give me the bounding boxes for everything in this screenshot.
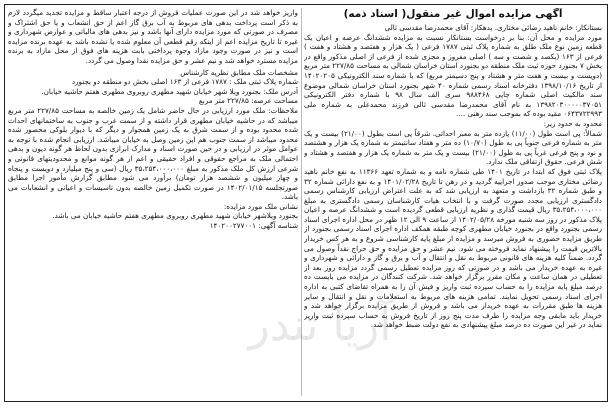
appraisal-heading: مشخصات ملک مطابق نظریه کارشناس <box>180 67 298 77</box>
property-address-line: آدرس ملک: بجنورد ویلا شهر خیابان شهید مطهری روبروی مطهری هفتم حاشیه خیابان. <box>41 86 298 96</box>
auction-address-heading: نشانی ملک مورد مزایده: <box>223 201 298 211</box>
plate-number-line: شماره پلاک ثبتی ملک : ۱۷۸۷ فرعی از ۱۶۳ اصلی بخش دو منطقه دو بجنورد <box>71 77 298 87</box>
boundaries-paragraph: شمالاً: پی است طول (۱۱/۰۰) یازده متر به معبر احداثی. شرقاً پی است بطول (۲۱/۰۰) بیست و یک متر به شماره فرعی جنوباً پی به طول (۱۰/۷۰) ده متر و هفتاد سانتیمتر به شماره یک هزار و هشتصد و نود و پنج فرعی غرباً پی به طول (۲۱/۰۰) بیست و یک متر به شماره یک هزار و هفتصد و هشتاد و شش فرعی. حقوق ارتفاقی ملک ندارد. <box>304 128 602 167</box>
payment-terms-paragraph: واریز خواهد شد در این صورت عملیات فروش از درجه اعتبار ساقط و مزایده تجدید میگردد لازم به ذکر است پرداخت بدهی های مربوط به آب برق گاز اعم از حق انشعاب و یا حق اشتراک و مصرف در صورتی که مورد مزایده دارای آنها باشد و نیز بدهی های مالیاتی و عوارض شهرداری و غیره تا تاریخ مزایده اعم از اینکه رقم قطعی آن معلوم شده یا نشده باشد به عهده برنده مزایده است و نیز در صورت وجود مازاد وجوه پرداختی بابت هزینه های فوق از محل مازاد به برنده مزایده مسترد خواهد شد و نیم عشر و حق مزایده نقدا وصول می گردد. <box>8 8 298 65</box>
notice-title: آگهی مزایده اموال غیر منقول( اسناد ذمه) <box>343 8 563 20</box>
boundaries-heading: محدود به حدود زیر: <box>543 118 602 128</box>
area-line: مساحت عرصه: ۲۲۷/۸۵ متر مربع <box>198 96 298 106</box>
notice-id-line: شناسه آگهی: ۱۴۰۲۰۰۲۷۷۰۰۱ <box>209 221 298 231</box>
auction-terms-paragraph: پلاک ثبتی فوق که ابتدا در تاریخ ۱۴۰۱ طی شماره نامه و به شماره تعهد ۱۱۳۶۶ به نفع خانم ناهید رضائی مختاری موجب صدور اجراییه گردید و در رهن تا تاریخ ۱۴۰۱/۰۲/۲۸ و به نفع دارائی شماره ۳۲ و طبق شماره ۳۲ بازداشت و متعهد به ارزیابی شد که به علت اعتراض ارزیابی کارشناس رسمی دادگستری ارزیابی مجدد صورت گرفت و با انتخاب هیات کارشناسان رسمی دادگستری به مبلغ ۳۵،۲۵۴،۰۰۰،۰۰۰ ریال قیمت گذاری و نظریه ارزیابی قطعی گردیده است و ششدانگ عرصه و اعیان پلاک مذکور در روز سه شنبه مورخه ۱۴۰۲/۰۵/۲۸ از ساعت ۹ الی ۱۲ ظهر در محل اداره اجرای اسناد رسمی بجنورد واقع در بجنورد خیابان مطهری کوچه طبقه همکف اداره اجرای اسناد رسمی بجنورد از طریق مزایده حضوری به فروش میرسد و مزایده از مبلغ پایه کارشناسی شروع و به هر کس خریدار بالاترین قیمت را پیشنهاد نماید فروخته می شود. نیم عشر و حق مزایده و حق حراج نقداً وصول می گردد. ضمناً کلیه هزینه های قانونی مربوط به نقل و انتقال و آب و برق و گاز و دارائی و شهرداری و غیره به عهده خریدار می باشد و در صورتی که روز مزایده تعطیل رسمی گردد مزایده روز بعد از تعطیلی در همان ساعت و مکان مقرر برگزار خواهد شد. شرکت کنندگان در مزایده می بایست ده درصد مبلغ پایه مزایده را به حساب سپرده ثبت واریز و فیش آن را به همراه تقاضای کتبی به اداره اجرای اسناد رسمی تحویل نمایند. تمامی هزینه های مربوط به استعلامات و نقل و انتقال و سایر هزینه ها طبق مقررات به عهده خریدار می باشد و فروش از طریق مزایده برگزار خواهد شد و خریدار باید مابقی وجه مزایده را طرف مدت پنج روز از تاریخ فروش به حساب سپرده ثبت واریز نماید در غیر این صورت ده درصد مبلغ پیشنهادی به نفع دولت ضبط خواهد شد. <box>304 166 602 330</box>
notice-left-column <box>8 8 298 338</box>
property-paragraph: مورد مزایده و محل آن: بنا بر درخواست بستانکار نسبت به مزایده ششدانگ عرصه و اعیان یک قطعه زمین نوع ملک طلق به شماره پلاک ثبتی ۱۷۸۷ فرعی ( یک هزار و هفتصد و هشتاد و هفت ) فرعی از ۱۶۳ (یکصد و شصت و سه ) اصلی مفروز و مجزی شده از فرعی از اصلی مذکور واقع در بخش ۷ بجنورد حوزه ثبت ملک منطقه دو بجنورد استان خراسان شمالی به مساحت ۲۲۷/۸۵ متر مربع (دویست و بیست و هفت متر و هشتاد و پنج دسیمتر مربع) که با شماره سند الکترونیکی ۱۴۰۲۰۲۰۵ از تاریخ ۱۳۹۸/۱۰/۱۶ دفترخانه اسناد رسمی شماره ۴۰ شهر بجنورد استان خراسان شمالی موضوع سند مالکیت اصلی شماره چاپی ۹۸۸۴۶۸ سری الف سال ۹۸ با شماره دفتر الکترونیکی ۱۳۹۸۲۰۳۰۰۰۰۰۳۷۰۵۱ به نام آقای محمدرضا مقدسی ثالی فرزند محمدعلی به شماره ملی ۰۶۴۳۷۲۲۹۹۳ مقید بوده که بموجب سند رهنی .... <box>304 32 602 119</box>
column-divider <box>301 8 302 396</box>
notice-right-column <box>304 8 602 396</box>
parties-paragraph: بستانکار: خانم ناهید رضائی مختاری. بدهکار: آقای محمدرضا مقدسی ثالی <box>384 23 602 32</box>
auction-address-line: بجنورد ویلاشهر خیابان شهید مطهری روبروی مطهری هفتم حاشیه خیابان می باشد. <box>52 211 298 221</box>
watermark-text: آریا تندر <box>248 300 392 351</box>
remarks-paragraph: ملاحظات: ملک مورد ارزیابی در حال حاضر شامل یک زمین خالصه به مساحت ۲۲۷/۸۵ متر مربع میباشد که در حاشیه خیابان مطهری قرار داشته و از سمت غرب و جنوب به ساختمانهای احداث شده محدود بوده و از سمت شرق به یک زمین همجوار و دیگر که با دیوار بلوکی محصور شده محدود میباشد از سمت جنوب هم این زمین وصل به خیابان میباشد. ارزیابی انجام شده با توجه به عوامل موثر در ارزیابی و در حین صورت اسناد و مدارک ابرازی بدون لحاظ هر گونه دیون و بدهی احتمالی ملک به مراجع حقوقی و افراد حقیقی و اعم از هر گونه موانع و محدودیتهای قانونی و شرعی ارزش کل ملک مذکور به مبلغ ۳۵،۲۵۴،۰۰۰،۰۰۰ ریال (سی و پنج میلیارد و دویست و پنجاه و چهار میلیون و ششصد هزار تومان) برآورد می شود مطابق گزارش مأمور اجرا مطابق صورتجلسه ۱۴۰۲/۰۱/۱۵ در صورت تکمیل زمین خالصه بدون تاسیسات و اعیانی و انشعابات می باشد. <box>8 105 298 202</box>
